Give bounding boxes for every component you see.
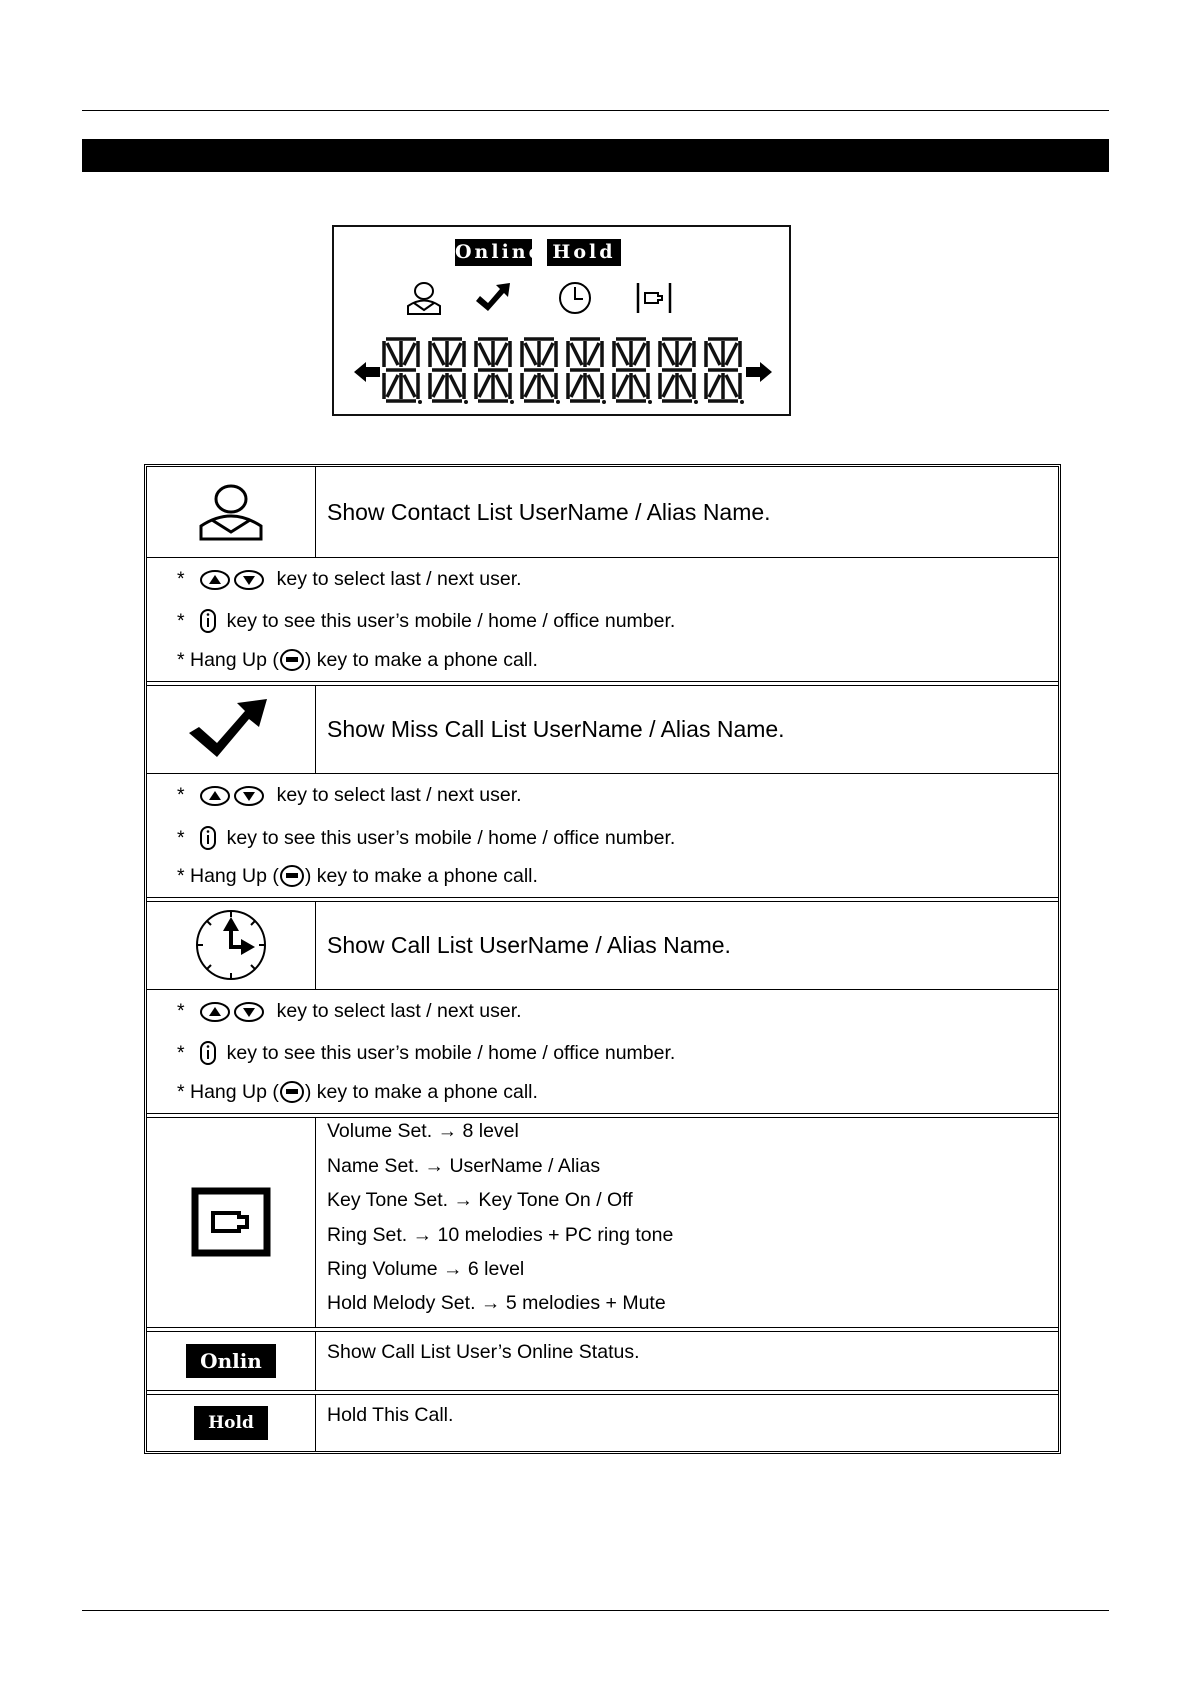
calllist-cell-icon xyxy=(147,901,316,989)
online-cell-icon xyxy=(147,1331,316,1390)
instruction-line: * key to select last / next user. xyxy=(177,1000,522,1022)
footer-rule xyxy=(82,1610,1109,1611)
left-arrow-icon xyxy=(354,360,380,384)
instruction-line: * Hang Up ( ) key to make a phone call. xyxy=(177,648,538,671)
hang-up-key-icon xyxy=(279,864,305,888)
contact-row xyxy=(147,467,1058,557)
calllist-row xyxy=(147,901,1058,989)
settings-cell-icon xyxy=(147,1117,316,1327)
instruction-line: * Hang Up ( ) key to make a phone call. xyxy=(177,864,538,887)
hold-description: Hold This Call. xyxy=(327,1404,454,1426)
missed-call-icon xyxy=(474,279,514,317)
right-arrow-icon xyxy=(746,360,772,384)
missed-call-icon xyxy=(187,697,275,761)
segment-digit xyxy=(702,335,744,405)
online-row xyxy=(147,1331,1058,1390)
calllist-title: Show Call List UserName / Alias Name. xyxy=(327,931,731,958)
instruction-line: * Hang Up ( ) key to make a phone call. xyxy=(177,1080,538,1103)
hang-up-key-icon xyxy=(279,1080,305,1104)
icon-reference-table xyxy=(144,464,1061,1454)
settings-line: Volume Set. → 8 level xyxy=(327,1120,519,1142)
calllist-instructions xyxy=(147,990,1058,1113)
hang-up-key-icon xyxy=(279,648,305,672)
settings-icon xyxy=(191,1187,271,1257)
clock-icon xyxy=(193,907,269,983)
segment-digit xyxy=(426,335,468,405)
instruction-line: * key to see this user’s mobile / home / office number. xyxy=(177,1040,675,1066)
segment-digit xyxy=(518,335,560,405)
settings-row xyxy=(147,1117,1058,1327)
lcd-display xyxy=(332,225,791,416)
contact-icon xyxy=(198,482,264,542)
segment-display xyxy=(380,335,744,405)
up-down-key-icon xyxy=(199,785,267,807)
contact-instructions xyxy=(147,558,1058,681)
hold-row xyxy=(147,1394,1058,1451)
instruction-line: * key to see this user’s mobile / home / office number. xyxy=(177,608,675,634)
up-down-key-icon xyxy=(199,569,267,591)
contact-title: Show Contact List UserName / Alias Name. xyxy=(327,498,771,525)
contact-icon xyxy=(404,279,444,317)
settings-line: Hold Melody Set. → 5 melodies + Mute xyxy=(327,1292,666,1314)
segment-digit xyxy=(656,335,698,405)
misscall-cell-icon xyxy=(147,685,316,773)
hold-badge: Hold xyxy=(194,1406,268,1440)
lcd-hold-badge: Hold xyxy=(547,239,621,266)
settings-line: Name Set. → UserName / Alias xyxy=(327,1155,601,1177)
header-rule xyxy=(82,110,1109,111)
misscall-instructions xyxy=(147,774,1058,897)
contact-cell-icon xyxy=(147,467,316,557)
up-down-key-icon xyxy=(199,1001,267,1023)
settings-line: Ring Volume → 6 level xyxy=(327,1258,525,1280)
misscall-row xyxy=(147,685,1058,773)
instruction-line: * key to see this user’s mobile / home / office number. xyxy=(177,825,675,851)
info-key-icon xyxy=(199,825,217,851)
instruction-line: * key to select last / next user. xyxy=(177,568,522,590)
settings-line: Key Tone Set. → Key Tone On / Off xyxy=(327,1189,633,1211)
settings-icon xyxy=(634,279,674,317)
info-key-icon xyxy=(199,1040,217,1066)
segment-digit xyxy=(380,335,422,405)
instruction-line: * key to select last / next user. xyxy=(177,784,522,806)
online-badge: Onlin xyxy=(186,1344,276,1378)
segment-digit xyxy=(472,335,514,405)
online-description: Show Call List User’s Online Status. xyxy=(327,1341,640,1363)
misscall-title: Show Miss Call List UserName / Alias Name. xyxy=(327,715,785,742)
clock-icon xyxy=(556,279,594,317)
lcd-online-badge: Online xyxy=(455,239,532,266)
settings-line: Ring Set. → 10 melodies + PC ring tone xyxy=(327,1224,674,1246)
segment-digit xyxy=(564,335,606,405)
section-title-bar xyxy=(82,139,1109,172)
segment-digit xyxy=(610,335,652,405)
hold-cell-icon xyxy=(147,1394,316,1451)
info-key-icon xyxy=(199,608,217,634)
